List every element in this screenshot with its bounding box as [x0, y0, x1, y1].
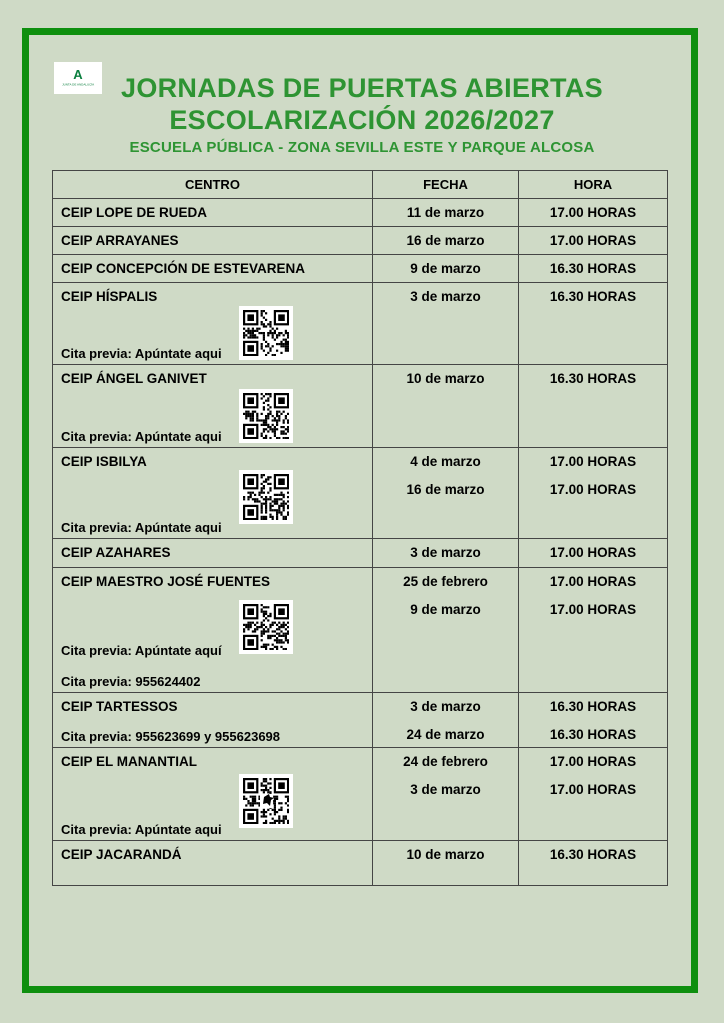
hora-cell: [518, 693, 667, 747]
column-header: HORA: [518, 171, 667, 198]
notes: [61, 729, 280, 744]
page-title-line2: ESCOLARIZACIÓN 2026/2027: [169, 105, 555, 135]
cita-previa-note: Cita previa: Apúntate aqui: [61, 822, 222, 837]
centro-cell: [53, 693, 372, 747]
table-row: [53, 364, 667, 447]
school-name: CEIP JACARANDÁ: [61, 847, 182, 862]
hora-value: 17.00 HORAS: [549, 205, 637, 220]
cita-previa-note: Cita previa: Apúntate aqui: [61, 520, 222, 535]
fecha-value: 3 de marzo: [410, 699, 481, 714]
school-name: CEIP ÁNGEL GANIVET: [61, 371, 207, 386]
table-row: [53, 692, 667, 747]
fecha-value: 3 de marzo: [410, 545, 481, 560]
hora-cell: [518, 255, 667, 282]
page-subtitle: ESCUELA PÚBLICA - ZONA SEVILLA ESTE Y PARQUE ALCOSA: [129, 139, 595, 156]
table-row: [53, 538, 667, 567]
page-title-line1: JORNADAS DE PUERTAS ABIERTAS: [121, 73, 603, 103]
hora-cell: [518, 841, 667, 885]
hora-value: 17.00 HORAS: [549, 482, 637, 497]
hora-value: 17.00 HORAS: [549, 602, 637, 617]
fecha-value: 10 de marzo: [406, 371, 485, 386]
notes: [61, 643, 222, 689]
centro-cell: [53, 283, 372, 364]
fecha-cell: [372, 693, 518, 747]
logo-caption: JUNTA DE ANDALUCÍA: [61, 83, 95, 86]
hora-value: 16.30 HORAS: [549, 371, 637, 386]
cita-previa-note: Cita previa: Apúntate aquí: [61, 643, 222, 658]
fecha-cell: [372, 283, 518, 364]
fecha-value: 4 de marzo: [410, 454, 481, 469]
centro-cell: [53, 365, 372, 447]
fecha-cell: [372, 748, 518, 840]
hora-value: 16.30 HORAS: [549, 727, 637, 742]
fecha-cell: [372, 199, 518, 226]
school-name: CEIP AZAHARES: [61, 545, 171, 560]
hora-value: 17.00 HORAS: [549, 754, 637, 769]
notes: [61, 429, 222, 444]
table-row: [53, 567, 667, 692]
table-row: [53, 447, 667, 538]
cita-previa-note: Cita previa: 955623699 y 955623698: [61, 729, 281, 744]
notes: [61, 346, 222, 361]
logo-a-icon: A: [73, 66, 83, 82]
qr-code: [239, 774, 293, 828]
fecha-cell: [372, 568, 518, 692]
fecha-value: 3 de marzo: [410, 289, 481, 304]
hora-value: 17.00 HORAS: [549, 454, 637, 469]
hora-cell: [518, 227, 667, 254]
fecha-cell: [372, 448, 518, 538]
fecha-cell: [372, 365, 518, 447]
school-name: CEIP LOPE DE RUEDA: [61, 205, 208, 220]
table-row: [53, 254, 667, 282]
column-header: FECHA: [372, 171, 518, 198]
notes: [61, 822, 222, 837]
column-header: CENTRO: [185, 177, 240, 192]
table-row: [53, 198, 667, 226]
hora-value: 17.00 HORAS: [549, 782, 637, 797]
hora-value: 16.30 HORAS: [549, 847, 637, 862]
hora-cell: [518, 283, 667, 364]
hora-cell: [518, 448, 667, 538]
hora-cell: [518, 568, 667, 692]
table-row: [53, 747, 667, 840]
hora-cell: [518, 199, 667, 226]
hora-cell: [518, 748, 667, 840]
centro-cell: [53, 448, 372, 538]
cita-previa-note: Cita previa: Apúntate aqui: [61, 346, 222, 361]
hora-value: 16.30 HORAS: [549, 261, 637, 276]
qr-code: [239, 306, 293, 360]
qr-code: [239, 470, 293, 524]
fecha-value: 11 de marzo: [406, 205, 485, 220]
hora-value: 16.30 HORAS: [549, 699, 637, 714]
cita-previa-note: Cita previa: 955624402: [61, 674, 201, 689]
fecha-value: 16 de marzo: [406, 233, 485, 248]
hora-cell: [518, 539, 667, 567]
fecha-value: 16 de marzo: [406, 482, 485, 497]
centro-cell: [53, 255, 372, 282]
school-name: CEIP TARTESSOS: [61, 699, 178, 714]
schedule-table: [52, 170, 668, 886]
hora-value: 16.30 HORAS: [549, 289, 637, 304]
table-row: [53, 226, 667, 254]
fecha-value: 24 de febrero: [403, 754, 488, 769]
header: [40, 72, 684, 158]
school-name: CEIP HÍSPALIS: [61, 289, 158, 304]
table-header-row: [53, 171, 667, 198]
fecha-value: 9 de marzo: [410, 261, 481, 276]
centro-cell: [53, 841, 372, 885]
school-name: CEIP ISBILYA: [61, 454, 147, 469]
centro-cell: [53, 539, 372, 567]
centro-cell: [53, 748, 372, 840]
fecha-cell: [372, 539, 518, 567]
table-row: [53, 840, 667, 885]
hora-cell: [518, 365, 667, 447]
table-row: [53, 282, 667, 364]
hora-value: 17.00 HORAS: [549, 545, 637, 560]
fecha-cell: [372, 255, 518, 282]
fecha-value: 9 de marzo: [410, 602, 481, 617]
hora-value: 17.00 HORAS: [549, 233, 637, 248]
fecha-cell: [372, 227, 518, 254]
school-name: CEIP MAESTRO JOSÉ FUENTES: [61, 574, 271, 589]
school-name: CEIP CONCEPCIÓN DE ESTEVARENA: [61, 261, 306, 276]
fecha-value: 10 de marzo: [406, 847, 485, 862]
notes: [61, 520, 222, 535]
fecha-value: 3 de marzo: [410, 782, 481, 797]
qr-code: [239, 389, 293, 443]
school-name: CEIP EL MANANTIAL: [61, 754, 198, 769]
school-name: CEIP ARRAYANES: [61, 233, 179, 248]
hora-value: 17.00 HORAS: [549, 574, 637, 589]
centro-cell: [53, 227, 372, 254]
fecha-value: 25 de febrero: [403, 574, 488, 589]
fecha-cell: [372, 841, 518, 885]
qr-code: [239, 600, 293, 654]
centro-cell: [53, 568, 372, 692]
fecha-value: 24 de marzo: [406, 727, 485, 742]
centro-cell: [53, 199, 372, 226]
cita-previa-note: Cita previa: Apúntate aqui: [61, 429, 222, 444]
